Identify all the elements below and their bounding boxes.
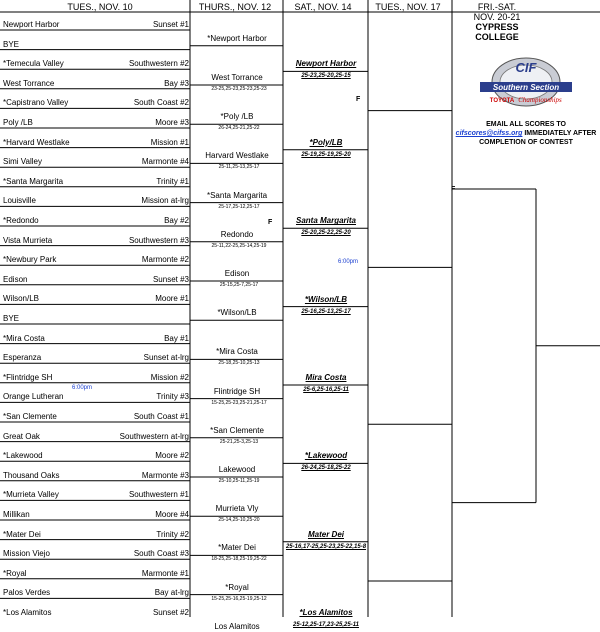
header-round5-dates: FRI.-SAT.: [477, 2, 517, 12]
round1-team: *Capistrano Valley: [3, 98, 69, 108]
round2-score: 25-17,25-12,25-17: [218, 203, 260, 210]
round3-score: 25-16,17-25,25-23,25-22,15-8: [285, 543, 367, 550]
round3-team: Mira Costa: [305, 373, 347, 382]
round2-score: 26-24,25-21,25-22: [218, 125, 260, 132]
round1-seed: Sunset #1: [152, 20, 189, 29]
round1-team: *Royal: [3, 568, 27, 578]
round1-seed: Trinity #3: [156, 392, 189, 402]
round1-seed: Moore #4: [155, 510, 189, 519]
round1-team: Millikan: [3, 510, 30, 519]
round2-team: *Royal: [225, 582, 249, 592]
round1-seed: Southwestern #2: [128, 59, 189, 69]
round1-entry: [3, 79, 189, 89]
round1-seed: Trinity #1: [156, 176, 189, 186]
round1-team: Thousand Oaks: [3, 470, 60, 480]
round3-score: 25-6,25-16,25-11: [303, 387, 349, 393]
round1-entry: [3, 157, 189, 167]
round2-team: *Santa Margarita: [206, 190, 268, 200]
round2-score: 25-11,22-25,25-14,25-19: [211, 242, 267, 249]
round2-score: 25-14,25-10,25-20: [218, 517, 260, 524]
round1-entry: [3, 490, 189, 500]
round3-team: *Los Alamitos: [299, 608, 353, 618]
round3-score: 25-20,25-22,25-20: [301, 230, 351, 237]
round3-team: *Wilson/LB: [304, 294, 348, 304]
round3-team: Mater Dei: [307, 529, 344, 539]
round1-entry: [3, 255, 189, 265]
round2-team: *Mater Dei: [218, 543, 256, 553]
round1-seed: Moore #1: [155, 294, 189, 304]
round2-score: 25-15,25-7,25-17: [219, 282, 259, 288]
notice-email-link[interactable]: cifscores@cifss.org: [455, 130, 523, 137]
round2-team: Edison: [224, 269, 250, 278]
round2-team: Los Alamitos: [214, 621, 260, 631]
round2-score: 25-21,25-3,25-13: [219, 438, 259, 445]
round1-entry: [3, 40, 189, 50]
round1-entry: [3, 196, 189, 206]
round1-team: West Torrance: [3, 78, 55, 88]
round1-seed: Bay #1: [164, 333, 189, 343]
round3-score: 25-12,25-17,23-25,25-11: [293, 622, 359, 629]
round1-seed: South Coast #1: [133, 412, 189, 421]
round2-score: 15-25,25-16,25-19,25-12: [211, 595, 267, 602]
round3-time: 6:00pm: [338, 259, 359, 265]
round3-score: 25-23,25-20,25-15: [301, 73, 351, 80]
notice-pre: EMAIL ALL SCORES TO: [486, 121, 566, 128]
round1-team: Esperanza: [3, 353, 42, 363]
round1-entry: [3, 353, 189, 363]
round1-entry: [3, 569, 189, 579]
logo-section-text: Southern Section: [492, 83, 560, 92]
round2-score: 18-25,25-18,25-19,25-22: [211, 556, 267, 563]
round1-team: *Santa Margarita: [3, 176, 64, 186]
round3-team: Santa Margarita: [295, 216, 357, 226]
round1-seed: Mission #1: [150, 137, 189, 147]
round1-entry: [3, 294, 189, 304]
round1-entry: [3, 392, 189, 402]
round1-seed: Marmonte #1: [141, 568, 189, 578]
round2-team: Redondo: [220, 229, 254, 239]
header-round5-dates2: NOV. 20-21: [473, 12, 521, 22]
round1-entry: [3, 471, 189, 481]
round3-score: 25-16,25-13,25-17: [301, 308, 351, 315]
round1-seed: Moore #2: [155, 451, 189, 461]
round1-entry: [3, 510, 189, 520]
round1-seed: Trinity #2: [156, 529, 189, 539]
round1-seed: Mission at-lrg: [141, 196, 189, 206]
round2-team: Flintridge SH: [213, 386, 261, 396]
round1-team: *San Clemente: [3, 412, 57, 421]
round1-team: *Mater Dei: [3, 529, 41, 539]
round3-team: Newport Harbor: [295, 59, 357, 69]
round1-seed: Bay #3: [164, 78, 189, 88]
round1-seed: South Coast #2: [133, 98, 189, 108]
round1-team: Wilson/LB: [3, 294, 40, 304]
round1-entry: [3, 530, 189, 540]
round2-team: Murrieta Vly: [215, 504, 259, 514]
logo-sponsor-text: TOYOTA: [489, 98, 515, 104]
header-round2: THURS., NOV. 12: [198, 2, 272, 12]
round1-entry: [3, 432, 189, 442]
forfeit-mark: F: [356, 96, 361, 103]
round1-entry: [3, 412, 189, 422]
round1-seed: Southwestern at-lrg: [119, 431, 189, 441]
round1-team: Simi Valley: [3, 157, 42, 167]
round1-team: *Lakewood: [3, 451, 43, 461]
logo-cif-text: CIF: [515, 60, 537, 75]
round1-entry: [3, 373, 189, 383]
round1-seed: Southwestern #3: [128, 235, 189, 245]
round1-entry: [3, 314, 189, 324]
round3-score: 26-24,25-18,25-22: [301, 465, 351, 472]
round1-entry: [3, 334, 189, 344]
round1-entry: [3, 588, 189, 598]
round1-team: *Temecula Valley: [3, 59, 64, 69]
round1-team: *Murrieta Valley: [3, 490, 59, 500]
round1-team: *Harvard Westlake: [3, 137, 70, 147]
round1-team: Orange Lutheran: [3, 392, 64, 402]
round1-entry: [3, 549, 189, 559]
round1-seed: Moore #3: [155, 118, 189, 127]
round1-seed: Mission #2: [150, 372, 189, 382]
round2-score: 15-25,25-23,25-21,25-17: [211, 399, 267, 406]
round2-team: *San Clemente: [210, 425, 264, 435]
round2-score: 25-11,25-13,25-17: [218, 164, 260, 171]
round1-seed: Marmonte #4: [141, 157, 189, 167]
logo-sub-text: Championships: [518, 96, 562, 104]
round1-entry: [3, 118, 189, 128]
forfeit-mark: F: [451, 186, 456, 193]
round1-seed: Marmonte #3: [141, 470, 189, 480]
round1-entry: [3, 216, 189, 226]
round1-seed: Marmonte #2: [141, 255, 189, 265]
round1-entry: [3, 20, 189, 30]
round1-team: Newport Harbor: [3, 20, 60, 29]
round2-team: Harvard Westlake: [205, 151, 269, 161]
round3-team: *Poly/LB: [309, 137, 343, 147]
round2-score: 25-10,25-11,25-19: [218, 478, 260, 484]
round1-team: *Los Alamitos: [3, 608, 52, 617]
round1-team: Mission Viejo: [3, 549, 50, 559]
round1-entry: [3, 275, 189, 285]
round1-entry: [3, 59, 189, 69]
round1-team: Poly /LB: [3, 118, 33, 127]
round1-team: *Newbury Park: [3, 255, 57, 265]
round1-time: 6:00pm: [72, 385, 93, 391]
round1-entry: [3, 98, 189, 108]
round2-team: West Torrance: [211, 73, 263, 82]
round1-team: Palos Verdes: [3, 588, 51, 598]
round2-team: *Newport Harbor: [207, 33, 267, 43]
header-round5-venue2: COLLEGE: [475, 32, 519, 42]
round1-team: Edison: [3, 274, 28, 284]
round1-team: Vista Murrieta: [3, 235, 53, 245]
round3-score: 25-19,25-19,25-20: [301, 151, 351, 158]
header-round3: SAT., NOV. 14: [294, 2, 352, 12]
round1-seed: South Coast #3: [133, 549, 189, 559]
round1-seed: Bay #2: [164, 216, 189, 225]
round1-team: Louisville: [3, 196, 36, 206]
round3-team: *Lakewood: [304, 451, 348, 461]
header-round4: TUES., NOV. 17: [375, 2, 441, 12]
round1-seed: Sunset #2: [152, 608, 189, 617]
round1-entry: [3, 451, 189, 461]
notice-post: IMMEDIATELY AFTER COMPLETION OF CONTEST: [479, 130, 597, 146]
round2-team: *Poly /LB: [220, 112, 254, 122]
forfeit-mark: F: [268, 219, 273, 226]
round1-team: BYE: [3, 39, 20, 49]
round1-entry: [3, 138, 189, 148]
round1-entry: [3, 236, 189, 246]
round2-score: 23-25,25-23,25-23,25-23: [211, 86, 267, 92]
round1-team: *Flintridge SH: [3, 372, 53, 382]
round1-team: BYE: [3, 314, 20, 323]
round1-team: *Redondo: [3, 216, 39, 225]
header-round5-venue: CYPRESS: [475, 22, 519, 32]
round1-team: *Mira Costa: [3, 333, 45, 343]
round2-team: *Mira Costa: [216, 347, 258, 357]
round1-seed: Bay at-lrg: [154, 588, 189, 598]
round2-team: *Wilson/LB: [217, 308, 257, 318]
round1-team: Great Oak: [3, 431, 40, 441]
round1-seed: Sunset #3: [152, 274, 189, 284]
round2-team: Lakewood: [218, 465, 256, 474]
header-round1: TUES., NOV. 10: [67, 2, 133, 12]
round1-entry: [3, 177, 189, 187]
round1-seed: Sunset at-lrg: [143, 353, 189, 363]
round1-seed: Southwestern #1: [128, 490, 189, 500]
round2-score: 25-18,25-10,25-13: [218, 360, 260, 367]
